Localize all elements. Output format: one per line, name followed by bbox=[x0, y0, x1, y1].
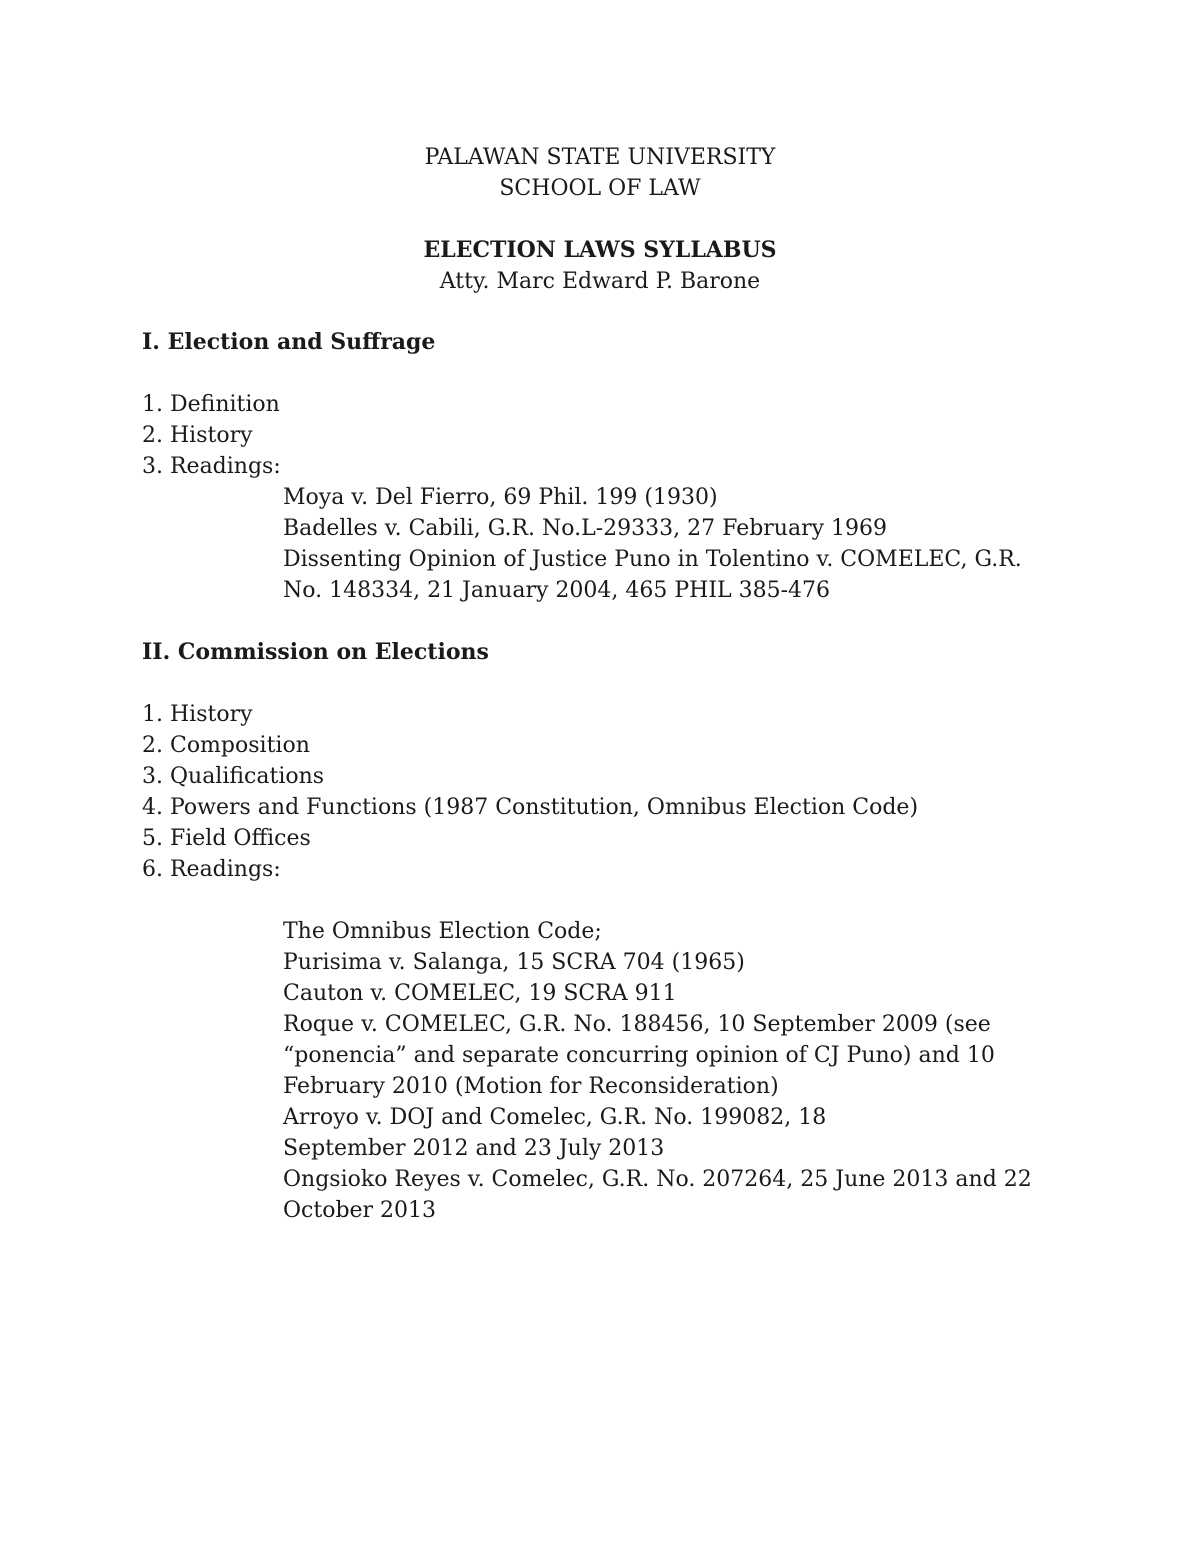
list-item: 5. Field Offices bbox=[142, 826, 311, 851]
reading-line: Dissenting Opinion of Justice Puno in Tolentino v. COMELEC, G.R. bbox=[283, 547, 1022, 572]
list-item: 3. Readings: bbox=[142, 454, 281, 479]
section-election-and-suffrage bbox=[142, 327, 1062, 606]
list-item: 2. History bbox=[142, 423, 253, 448]
reading-line: September 2012 and 23 July 2013 bbox=[283, 1136, 665, 1161]
title-block bbox=[0, 235, 1200, 297]
section-heading: I. Election and Suffrage bbox=[142, 329, 436, 355]
section-heading: II. Commission on Elections bbox=[142, 639, 489, 665]
reading-line: “ponencia” and separate concurring opinion of CJ Puno) and 10 bbox=[283, 1043, 995, 1068]
readings-spacer bbox=[142, 885, 1062, 916]
reading-line: Ongsioko Reyes v. Comelec, G.R. No. 207264, 25 June 2013 and 22 bbox=[283, 1167, 1032, 1192]
reading-line: Arroyo v. DOJ and Comelec, G.R. No. 199082, 18 bbox=[283, 1105, 827, 1130]
topic-list bbox=[142, 389, 1062, 482]
reading-line: October 2013 bbox=[283, 1198, 437, 1223]
university-name: PALAWAN STATE UNIVERSITY bbox=[424, 145, 776, 170]
reading-line: Cauton v. COMELEC, 19 SCRA 911 bbox=[283, 981, 677, 1006]
document-header bbox=[0, 142, 1200, 297]
list-item: 1. Definition bbox=[142, 392, 280, 417]
document-title: ELECTION LAWS SYLLABUS bbox=[423, 237, 777, 263]
section-commission-on-elections bbox=[142, 637, 1062, 1226]
author-name: Atty. Marc Edward P. Barone bbox=[439, 269, 761, 294]
reading-line: Purisima v. Salanga, 15 SCRA 704 (1965) bbox=[283, 950, 745, 975]
reading-line: Badelles v. Cabili, G.R. No.L-29333, 27 February 1969 bbox=[283, 516, 888, 541]
list-item: 4. Powers and Functions (1987 Constitution, Omnibus Election Code) bbox=[142, 795, 919, 820]
list-item: 6. Readings: bbox=[142, 857, 281, 882]
readings-list bbox=[283, 482, 1062, 606]
list-item: 1. History bbox=[142, 702, 253, 727]
reading-line: February 2010 (Motion for Reconsideration) bbox=[283, 1074, 779, 1099]
school-name: SCHOOL OF LAW bbox=[499, 176, 701, 201]
topic-list bbox=[142, 699, 1062, 885]
document-body bbox=[142, 327, 1062, 1226]
readings-list bbox=[283, 916, 1062, 1226]
reading-line: Moya v. Del Fierro, 69 Phil. 199 (1930) bbox=[283, 485, 718, 510]
list-item: 2. Composition bbox=[142, 733, 310, 758]
section-spacer bbox=[142, 606, 1062, 637]
reading-line: The Omnibus Election Code; bbox=[283, 919, 602, 944]
reading-line: No. 148334, 21 January 2004, 465 PHIL 385-476 bbox=[283, 578, 831, 603]
reading-line: Roque v. COMELEC, G.R. No. 188456, 10 September 2009 (see bbox=[283, 1012, 991, 1037]
list-item: 3. Qualifications bbox=[142, 764, 325, 789]
